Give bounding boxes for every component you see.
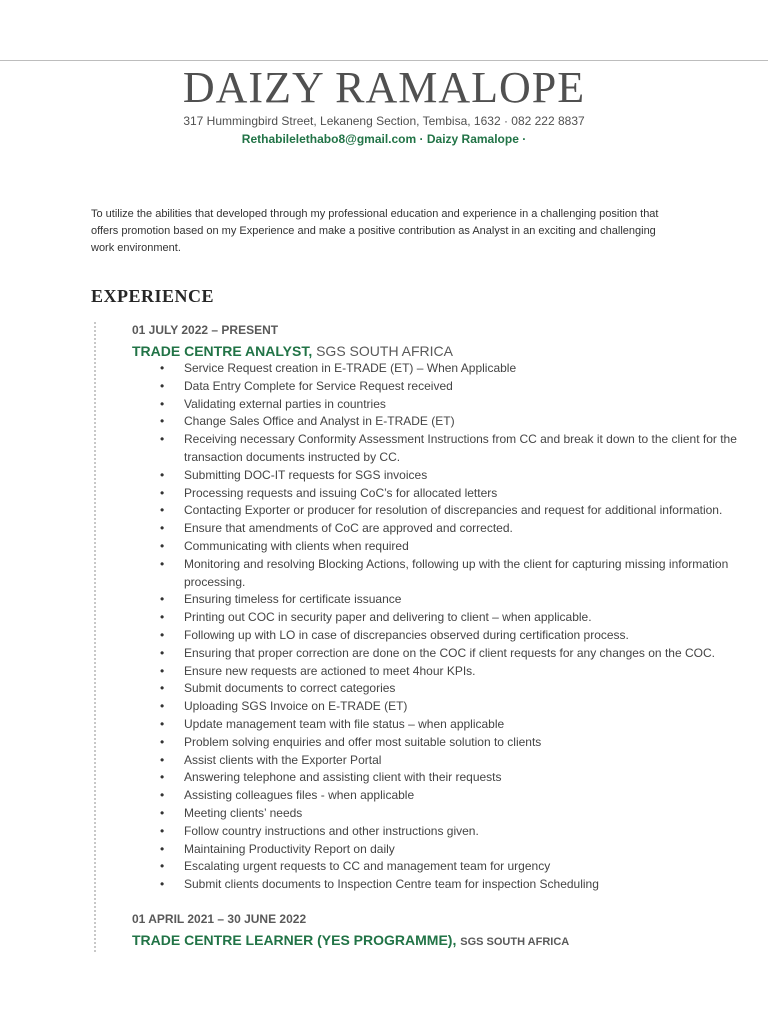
bullet-icon: •	[160, 396, 165, 411]
duty-item	[132, 520, 768, 538]
experience-heading: EXPERIENCE	[91, 286, 215, 306]
bullet-icon: •	[160, 592, 165, 607]
bullet-icon: •	[160, 521, 165, 536]
duty-text: Submitting DOC-IT requests for SGS invoices	[184, 467, 428, 482]
duty-text: Assisting colleagues files - when applicable	[184, 788, 415, 803]
duty-text: Data Entry Complete for Service Request received	[184, 378, 453, 393]
job-company: SGS SOUTH AFRICA	[460, 936, 570, 948]
job-date: 01 JULY 2022 – PRESENT	[132, 323, 279, 337]
objective-statement: To utilize the abilities that developed through my professional education and experience in a challenging position that offers promotion based on my Experience and make a positive contribution as Analyst in an exciting and challenging work environment.	[91, 208, 659, 254]
job-company: SGS SOUTH AFRICA	[316, 343, 454, 359]
duty-text: Update management team with file status – when applicable	[184, 716, 505, 731]
duty-text: Submit clients documents to Inspection Centre team for inspection Scheduling	[184, 877, 599, 892]
duty-text: Maintaining Productivity Report on daily	[184, 841, 395, 856]
bullet-icon: •	[160, 467, 165, 482]
duty-text: Monitoring and resolving Blocking Actions, following up with the client for capturing missing information processing.	[184, 556, 729, 589]
duty-item	[132, 841, 768, 859]
bullet-icon: •	[160, 610, 165, 625]
bullet-icon: •	[160, 770, 165, 785]
duty-item	[132, 716, 768, 734]
duty-item	[132, 769, 768, 787]
job-role: TRADE CENTRE ANALYST,	[132, 343, 313, 359]
bullet-icon: •	[160, 645, 165, 660]
duty-item	[132, 396, 768, 414]
duty-item	[132, 876, 768, 894]
duty-text: Uploading SGS Invoice on E-TRADE (ET)	[184, 699, 408, 714]
duty-text: Following up with LO in case of discrepancies observed during certification process.	[184, 627, 629, 642]
duty-text: Ensure new requests are actioned to meet 4hour KPIs.	[184, 663, 476, 678]
job-date: 01 APRIL 2021 – 30 JUNE 2022	[132, 912, 307, 926]
bullet-icon: •	[160, 378, 165, 393]
bullet-icon: •	[160, 538, 165, 553]
bullet-icon: •	[160, 877, 165, 892]
bullet-icon: •	[160, 752, 165, 767]
duty-item	[132, 680, 768, 698]
duty-item	[132, 360, 768, 378]
duty-text: Ensure that amendments of CoC are approved and corrected.	[184, 521, 513, 536]
duty-item	[132, 609, 768, 627]
duty-list	[132, 360, 768, 894]
job-title	[132, 931, 768, 951]
duty-item	[132, 413, 768, 431]
bullet-icon: •	[160, 361, 165, 375]
bullet-icon: •	[160, 699, 165, 714]
duty-item	[132, 752, 768, 770]
duty-item	[132, 823, 768, 841]
duty-item	[132, 591, 768, 609]
duty-text: Submit documents to correct categories	[184, 681, 396, 696]
job-entry	[132, 322, 768, 894]
duty-item	[132, 645, 768, 663]
bullet-icon: •	[160, 627, 165, 642]
job-entry	[132, 911, 768, 951]
bullet-icon: •	[160, 485, 165, 500]
bullet-icon: •	[160, 788, 165, 803]
bullet-icon: •	[160, 681, 165, 696]
duty-text: Communicating with clients when required	[184, 538, 409, 553]
bullet-icon: •	[160, 716, 165, 731]
address-line: 317 Hummingbird Street, Lekaneng Section, Tembisa, 1632 · 082 222 8837	[183, 114, 585, 128]
duty-text: Ensuring that proper correction are done on the COC if client requests for any changes on the COC.	[184, 645, 715, 660]
duty-item	[132, 556, 768, 592]
bullet-icon: •	[160, 432, 165, 447]
duty-text: Answering telephone and assisting client with their requests	[184, 770, 502, 785]
duty-item	[132, 627, 768, 645]
duty-item	[132, 698, 768, 716]
duty-text: Receiving necessary Conformity Assessment Instructions from CC and break it down to the client for the transaction documents instructed by CC.	[184, 432, 737, 464]
bullet-icon: •	[160, 734, 165, 749]
duty-text: Processing requests and issuing CoC’s for allocated letters	[184, 485, 498, 500]
bullet-icon: •	[160, 503, 165, 518]
contact-line[interactable]: Rethabilelethabo8@gmail.com · Daizy Ramalope ·	[241, 132, 527, 146]
bullet-icon: •	[160, 841, 165, 856]
duty-item	[132, 467, 768, 485]
duty-item	[132, 787, 768, 805]
experience-dotted-rule	[94, 322, 96, 952]
duty-text: Printing out COC in security paper and delivering to client – when applicable.	[184, 610, 592, 625]
duty-text: Follow country instructions and other instructions given.	[184, 823, 479, 838]
bullet-icon: •	[160, 663, 165, 678]
job-title	[132, 342, 768, 360]
candidate-name: DAIZY RAMALOPE	[182, 63, 586, 112]
duty-item	[132, 502, 768, 520]
duty-text: Service Request creation in E-TRADE (ET) – When Applicable	[184, 361, 517, 375]
bullet-icon: •	[160, 414, 165, 429]
duty-text: Change Sales Office and Analyst in E-TRADE (ET)	[184, 414, 455, 429]
bullet-icon: •	[160, 805, 165, 820]
duty-item	[132, 431, 768, 467]
duty-item	[132, 734, 768, 752]
top-divider	[0, 60, 768, 61]
bullet-icon: •	[160, 859, 165, 874]
duty-text: Escalating urgent requests to CC and management team for urgency	[184, 859, 551, 874]
duty-item	[132, 858, 768, 876]
duty-item	[132, 378, 768, 396]
bullet-icon: •	[160, 556, 165, 571]
duty-item	[132, 663, 768, 681]
job-role: TRADE CENTRE LEARNER (YES PROGRAMME),	[132, 932, 457, 948]
duty-item	[132, 538, 768, 556]
duty-item	[132, 485, 768, 503]
duty-text: Assist clients with the Exporter Portal	[184, 752, 382, 767]
duty-item	[132, 805, 768, 823]
duty-text: Contacting Exporter or producer for resolution of discrepancies and request for additional information.	[184, 503, 723, 518]
duty-text: Problem solving enquiries and offer most suitable solution to clients	[184, 734, 542, 749]
duty-text: Validating external parties in countries	[184, 396, 386, 411]
duty-text: Ensuring timeless for certificate issuance	[184, 592, 402, 607]
duty-text: Meeting clients’ needs	[184, 805, 303, 820]
bullet-icon: •	[160, 823, 165, 838]
